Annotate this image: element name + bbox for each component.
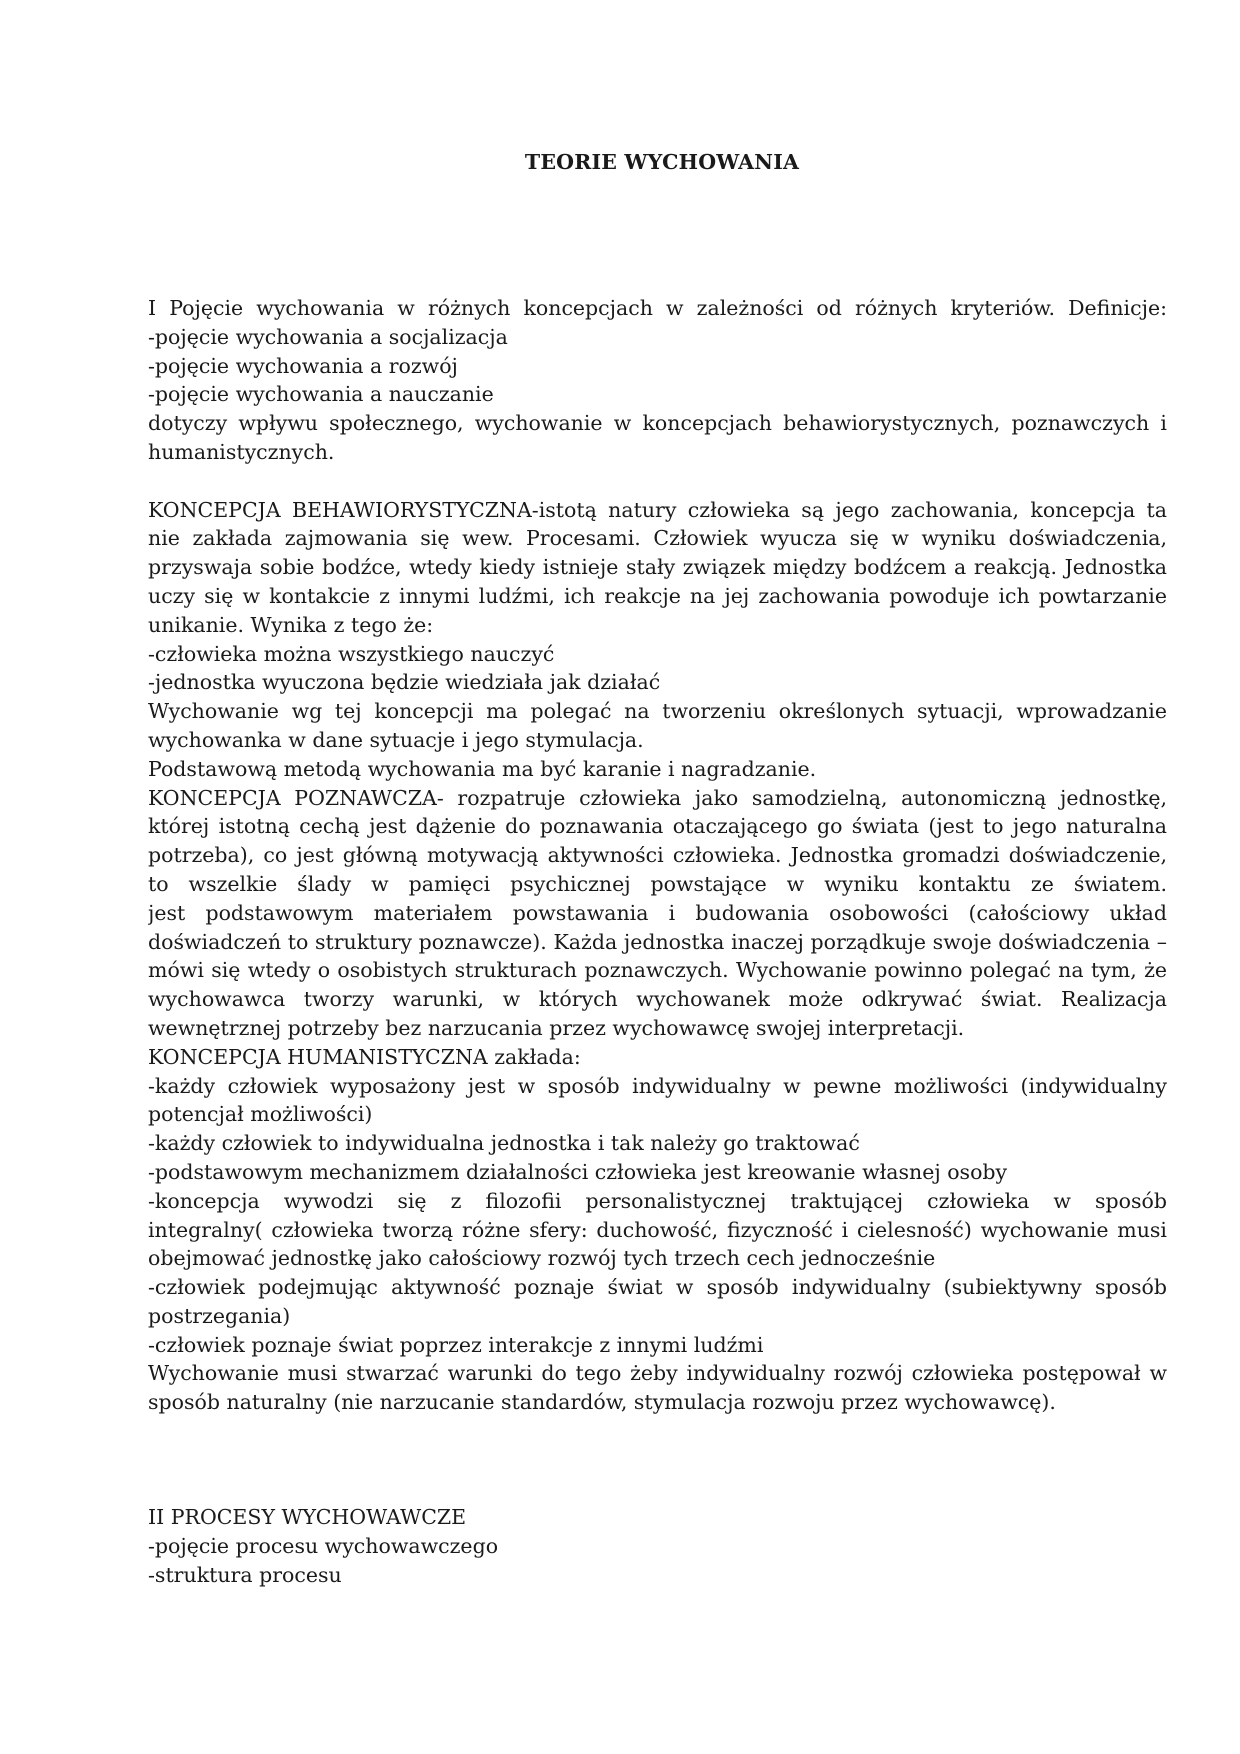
text-line: wychowawca tworzy warunki, w których wychowanek może odkrywać świat. Realizacja (148, 987, 1167, 1012)
text-line: KONCEPCJA BEHAWIORYSTYCZNA-istotą natury człowieka są jego zachowania, koncepcja ta (148, 497, 1167, 522)
text-line: I Pojęcie wychowania w różnych koncepcjach w zależności od różnych kryteriów. Definicje: (148, 296, 1167, 320)
text-line: -pojęcie wychowania a rozwój (148, 353, 458, 378)
text-line: potencjał możliwości) (148, 1102, 373, 1127)
text-line: przyswaja sobie bodźce, wtedy kiedy istnieje stały związek między bodźcem a reakcją. Jednostka (148, 555, 1167, 580)
text-line: to wszelkie ślady w pamięci psychicznej powstające w wyniku kontaktu ze światem. (148, 871, 1167, 896)
text-line: obejmować jednostkę jako całościowy rozwój tych trzech cech jednocześnie (148, 1246, 936, 1271)
text-line: -człowieka można wszystkiego nauczyć (148, 641, 555, 666)
text-line: nie zakłada zajmowania się wew. Procesami. Człowiek wyucza się w wyniku doświadczenia, (148, 526, 1167, 551)
text-line: mówi się wtedy o osobistych strukturach poznawczych. Wychowanie powinno polegać na tym, że (148, 958, 1167, 983)
paragraph-gap (148, 467, 1167, 496)
document-body (148, 294, 1167, 1590)
text-line: Podstawową metodą wychowania ma być karanie i nagradzanie. (148, 756, 817, 781)
text-line: potrzeba), co jest główną motywacją aktywności człowieka. Jednostka gromadzi doświadczenie, (148, 843, 1167, 868)
document-title: TEORIE WYCHOWANIA (524, 150, 800, 174)
text-line: KONCEPCJA HUMANISTYCZNA zakłada: (148, 1044, 581, 1069)
text-line: -człowiek poznaje świat poprzez interakcje z innymi ludźmi (148, 1332, 764, 1357)
text-line: -każdy człowiek wyposażony jest w sposób indywidualny w pewne możliwości (indywidualny (148, 1073, 1167, 1098)
text-line: -jednostka wyuczona będzie wiedziała jak działać (148, 670, 661, 695)
text-line: której istotną cechą jest dążenie do poznawania otaczającego go świata (jest to jego naturalna (148, 814, 1167, 839)
text-line: sposób naturalny (nie narzucanie standardów, stymulacja rozwoju przez wychowawcę). (148, 1390, 1056, 1415)
text-line: jest podstawowym materiałem powstawania i budowania osobowości (całościowy układ (148, 900, 1167, 925)
text-line: -pojęcie wychowania a socjalizacja (148, 324, 508, 349)
section-heading: II PROCESY WYCHOWAWCZE (148, 1505, 467, 1530)
text-line: postrzegania) (148, 1303, 291, 1328)
text-line: -pojęcie procesu wychowawczego (148, 1534, 499, 1559)
text-line: -struktura procesu (148, 1563, 342, 1588)
text-line: -koncepcja wywodzi się z filozofii personalistycznej traktującej człowieka w sposób (148, 1188, 1167, 1213)
text-line: Wychowanie wg tej koncepcji ma polegać na tworzeniu określonych sytuacji, wprowadzanie (148, 699, 1167, 724)
text-line: -podstawowym mechanizmem działalności człowieka jest kreowanie własnej osoby (148, 1159, 1008, 1184)
text-line: -pojęcie wychowania a nauczanie (148, 382, 494, 407)
section-gap (148, 1417, 1167, 1503)
text-line: wewnętrznej potrzeby bez narzucania przez wychowawcę swojej interpretacji. (148, 1015, 965, 1040)
text-line: wychowanka w dane sytuacje i jego stymulacja. (148, 727, 644, 752)
text-line: Wychowanie musi stwarzać warunki do tego żeby indywidualny rozwój człowieka postępował w (148, 1361, 1167, 1386)
text-line: -każdy człowiek to indywidualna jednostka i tak należy go traktować (148, 1131, 860, 1156)
text-line: humanistycznych. (148, 439, 335, 464)
text-line: uczy się w kontakcie z innymi ludźmi, ich reakcje na jej zachowania powoduje ich powtarzanie (148, 583, 1167, 608)
text-line: KONCEPCJA POZNAWCZA- rozpatruje człowieka jako samodzielną, autonomiczną jednostkę, (148, 785, 1167, 810)
text-line: unikanie. Wynika z tego że: (148, 612, 434, 637)
text-line: doświadczeń to struktury poznawcze). Każda jednostka inaczej porządkuje swoje doświadczenia – (148, 929, 1167, 954)
text-line: integralny( człowieka tworzą różne sfery: duchowość, fizyczność i cielesność) wychowanie musi (148, 1217, 1167, 1242)
text-line: -człowiek podejmując aktywność poznaje świat w sposób indywidualny (subiektywny sposób (148, 1275, 1167, 1300)
text-line: dotyczy wpływu społecznego, wychowanie w koncepcjach behawiorystycznych, poznawczych i (148, 411, 1167, 436)
